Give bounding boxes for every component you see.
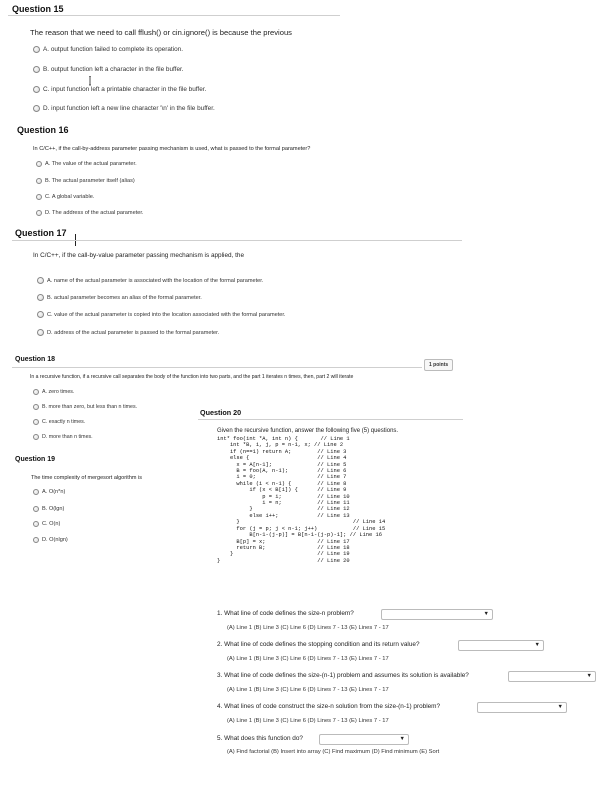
subquestion-5-dropdown[interactable] (319, 734, 409, 745)
radio-button[interactable] (33, 506, 39, 512)
q17-option-b[interactable]: B. actual parameter becomes an alias of the formal parameter. (37, 294, 202, 301)
radio-button[interactable] (33, 86, 40, 93)
code-line: if (n==1) return A; // Line 3 (217, 448, 347, 455)
code-line: x = A[n-1]; // Line 5 (217, 461, 347, 468)
code-line: B = foo(A, n-1); // Line 6 (217, 468, 347, 475)
subquestion-3-choices: (A) Line 1 (B) Line 3 (C) Line 6 (D) Lines 7 - 13 (E) Lines 7 - 17 (227, 687, 389, 693)
q19-option-b[interactable]: B. O(lgn) (33, 506, 64, 512)
q18-option-d[interactable]: D. more than n times. (33, 434, 93, 440)
radio-button[interactable] (37, 329, 44, 336)
q16-option-d[interactable]: D. The address of the actual parameter. (36, 210, 143, 216)
question-18-prompt: In a recursive function, if a recursive call separates the body of the function into two parts, and the part 1 iterates n times, then, part 2 will iterate (30, 374, 354, 380)
code-line: else i++; // Line 13 (217, 512, 350, 519)
chevron-down-icon: ▼ (586, 673, 592, 679)
code-line: else { // Line 4 (217, 455, 347, 462)
subquestion-2-text: 2. What line of code defines the stopping condition and its return value? (217, 641, 420, 648)
q15-option-b[interactable]: B. output function left a character in the file buffer. (33, 66, 184, 73)
question-16-title: Question 16 (17, 125, 69, 135)
code-line: for (j = p; j < n-1; j++) // Line 15 (217, 525, 386, 532)
question-20-prompt: Given the recursive function, answer the following five (5) questions. (217, 428, 399, 434)
points-badge: 1 points (424, 359, 453, 371)
chevron-down-icon: ▼ (483, 611, 489, 617)
q15-option-c[interactable]: C. input function left a printable character in the file buffer. (33, 86, 206, 93)
question-16-prompt: In C/C++, if the call-by-address parameter passing mechanism is used, what is passed to the formal parameter? (33, 146, 311, 152)
code-line: return B; // Line 18 (217, 544, 350, 551)
divider (198, 419, 463, 420)
radio-button[interactable] (36, 161, 42, 167)
radio-button[interactable] (33, 419, 39, 425)
subquestion-2-choices: (A) Line 1 (B) Line 3 (C) Line 6 (D) Lines 7 - 13 (E) Lines 7 - 17 (227, 656, 389, 662)
radio-button[interactable] (33, 389, 39, 395)
subquestion-1-choices: (A) Line 1 (B) Line 3 (C) Line 6 (D) Lines 7 - 13 (E) Lines 7 - 17 (227, 625, 389, 631)
code-line: int* foo(int *A, int n) { // Line 1 (217, 436, 350, 442)
q16-option-c[interactable]: C. A global variable. (36, 194, 94, 200)
radio-button[interactable] (33, 46, 40, 53)
radio-button[interactable] (36, 194, 42, 200)
subquestion-4-choices: (A) Line 1 (B) Line 3 (C) Line 6 (D) Lines 7 - 13 (E) Lines 7 - 17 (227, 718, 389, 724)
code-line: B[n-1-(j-p)] = B[n-1-(j-p)-1]; // Line 16 (217, 532, 382, 539)
q19-option-a[interactable]: A. O(n*n) (33, 489, 65, 495)
radio-button[interactable] (33, 434, 39, 440)
q17-option-a[interactable]: A. name of the actual parameter is associated with the location of the formal parameter. (37, 277, 263, 284)
radio-button[interactable] (33, 537, 39, 543)
code-block (217, 436, 385, 564)
q17-option-c[interactable]: C. value of the actual parameter is copied into the location associated with the formal parameter. (37, 311, 286, 318)
radio-button[interactable] (36, 178, 42, 184)
radio-button[interactable] (33, 489, 39, 495)
code-line: p = i; // Line 10 (217, 493, 350, 500)
subquestion-3-text: 3. What line of code defines the size-(n-1) problem and assumes its solution is available? (217, 672, 469, 679)
code-line: i = n; // Line 11 (217, 500, 350, 507)
divider (12, 367, 422, 368)
question-20-title: Question 20 (200, 408, 242, 417)
q19-option-c[interactable]: C. O(n) (33, 521, 60, 527)
q15-option-d[interactable]: D. input function left a new line character '\n' in the file buffer. (33, 105, 215, 112)
question-18-title: Question 18 (15, 356, 56, 363)
radio-button[interactable] (33, 404, 39, 410)
q18-option-c[interactable]: C. exactly n times. (33, 419, 85, 425)
radio-button[interactable] (36, 210, 42, 216)
q16-option-a[interactable]: A. The value of the actual parameter. (36, 161, 137, 167)
code-line: i = 0; // Line 7 (217, 474, 347, 481)
q17-option-d[interactable]: D. address of the actual parameter is passed to the formal parameter. (37, 329, 219, 336)
question-19-title: Question 19 (15, 456, 56, 463)
question-19-prompt: The time complexity of mergesort algorithm is (31, 475, 142, 481)
subquestion-5-text: 5. What does this function do? (217, 735, 303, 742)
subquestion-1-text: 1. What line of code defines the size-n problem? (217, 610, 354, 617)
question-15-prompt: The reason that we need to call fflush() or cin.ignore() is because the previous (30, 28, 292, 37)
code-line: } // Line 14 (217, 519, 386, 526)
code-line: int *B, i, j, p = n-1, x; // Line 2 (217, 442, 344, 449)
radio-button[interactable] (33, 105, 40, 112)
q18-option-a[interactable]: A. zero times. (33, 389, 74, 395)
chevron-down-icon: ▼ (399, 736, 405, 742)
subquestion-4-text: 4. What lines of code construct the size-n solution from the size-(n-1) problem? (217, 703, 441, 710)
chevron-down-icon: ▼ (557, 704, 563, 710)
chevron-down-icon: ▼ (534, 642, 540, 648)
q18-option-b[interactable]: B. more than zero, but less than n times. (33, 404, 137, 410)
radio-button[interactable] (37, 294, 44, 301)
radio-button[interactable] (37, 311, 44, 318)
subquestion-1-dropdown[interactable] (381, 609, 493, 620)
radio-button[interactable] (33, 521, 39, 527)
code-line: if (x < B[i]) { // Line 9 (217, 487, 347, 494)
code-line: } // Line 19 (217, 551, 350, 558)
divider (12, 240, 462, 241)
code-line: } // Line 20 (217, 557, 350, 564)
code-line: } // Line 12 (217, 506, 350, 513)
q15-option-a[interactable]: A. output function failed to complete its operation. (33, 46, 183, 53)
divider (8, 15, 340, 16)
radio-button[interactable] (37, 277, 44, 284)
subquestion-3-dropdown[interactable] (508, 671, 596, 682)
q16-option-b[interactable]: B. The actual parameter itself (alias) (36, 178, 135, 184)
question-15-title: Question 15 (12, 4, 64, 14)
subquestion-4-dropdown[interactable] (477, 702, 567, 713)
code-line: while (i < n-1) { // Line 8 (217, 480, 347, 487)
q19-option-d[interactable]: D. O(nlgn) (33, 537, 68, 543)
question-17-prompt: In C/C++, if the call-by-value parameter passing mechanism is applied, the (33, 252, 244, 259)
subquestion-2-dropdown[interactable] (458, 640, 544, 651)
code-line: B[p] = x; // Line 17 (217, 538, 350, 545)
radio-button[interactable] (33, 66, 40, 73)
mouse-cursor-icon (89, 76, 95, 86)
question-17-title: Question 17 (15, 228, 67, 238)
subquestion-5-choices: (A) Find factorial (B) Insert into array (C) Find maximum (D) Find minimum (E) Sort (227, 749, 440, 755)
